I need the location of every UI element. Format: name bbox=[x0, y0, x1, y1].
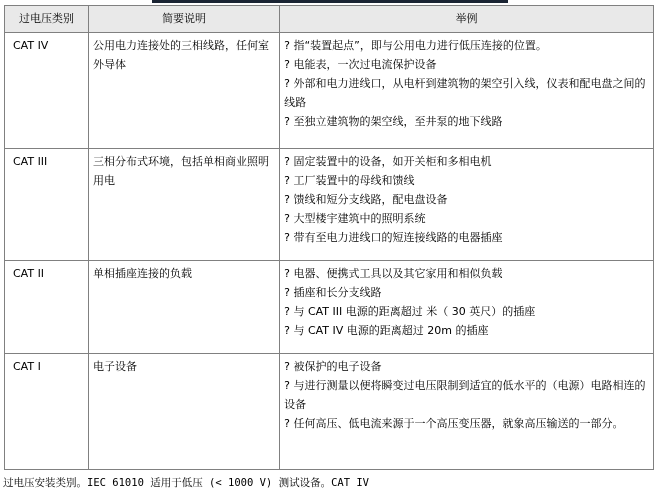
category-cell: CAT III bbox=[5, 149, 89, 261]
header-category: 过电压类别 bbox=[5, 6, 89, 33]
example-item: ? 至独立建筑物的架空线，至井泵的地下线路 bbox=[284, 115, 503, 128]
example-item: ? 带有至电力进线口的短连接线路的电器插座 bbox=[284, 231, 503, 244]
examples-cell bbox=[280, 149, 654, 261]
example-item: ? 外部和电力进线口，从电杆到建筑物的架空引入线，仪表和配电盘之间的线路 bbox=[284, 77, 646, 109]
table-row-cat-iii bbox=[5, 149, 654, 261]
example-item: ? 固定装置中的设备，如开关柜和多相电机 bbox=[284, 155, 492, 168]
overvoltage-category-table bbox=[4, 5, 654, 470]
example-item: ? 与 CAT IV 电源的距离超过 20m 的插座 bbox=[284, 324, 489, 337]
header-examples: 举例 bbox=[280, 6, 654, 33]
top-image-strip bbox=[152, 0, 508, 3]
table-row-cat-ii bbox=[5, 261, 654, 354]
example-item: ? 馈线和短分支线路，配电盘设备 bbox=[284, 193, 448, 206]
examples-cell bbox=[280, 261, 654, 354]
category-cell: CAT IV bbox=[5, 33, 89, 149]
description-cell: 单相插座连接的负载 bbox=[89, 261, 280, 354]
example-item: ? 大型楼宇建筑中的照明系统 bbox=[284, 212, 426, 225]
description-cell: 公用电力连接处的三相线路，任何室外导体 bbox=[89, 33, 280, 149]
description-cell: 三相分布式环境，包括单相商业照明用电 bbox=[89, 149, 280, 261]
example-item: ? 插座和长分支线路 bbox=[284, 286, 382, 299]
table-row-cat-iv bbox=[5, 33, 654, 149]
example-item: ? 与进行测量以便将瞬变过电压限制到适宜的低水平的（电源）电路相连的设备 bbox=[284, 379, 646, 411]
example-item: ? 工厂装置中的母线和馈线 bbox=[284, 174, 415, 187]
table-row-cat-i bbox=[5, 354, 654, 470]
category-cell: CAT II bbox=[5, 261, 89, 354]
description-cell: 电子设备 bbox=[89, 354, 280, 470]
example-item: ? 电能表，一次过电流保护设备 bbox=[284, 58, 437, 71]
category-cell: CAT I bbox=[5, 354, 89, 470]
header-description: 简要说明 bbox=[89, 6, 280, 33]
examples-cell bbox=[280, 354, 654, 470]
example-item: ? 电器、便携式工具以及其它家用和相似负载 bbox=[284, 267, 503, 280]
example-item: ? 与 CAT III 电源的距离超过 米（ 30 英尺）的插座 bbox=[284, 305, 536, 318]
example-item: ? 指“装置起点”，即与公用电力进行低压连接的位置。 bbox=[284, 39, 547, 52]
examples-cell bbox=[280, 33, 654, 149]
example-item: ? 任何高压、低电流来源于一个高压变压器，就象高压输送的一部分。 bbox=[284, 417, 624, 430]
table-header-row bbox=[5, 6, 654, 33]
table-caption: 过电压安装类别。IEC 61010 适用于低压 (< 1000 V) 测试设备。CAT IV bbox=[3, 477, 370, 489]
example-item: ? 被保护的电子设备 bbox=[284, 360, 382, 373]
